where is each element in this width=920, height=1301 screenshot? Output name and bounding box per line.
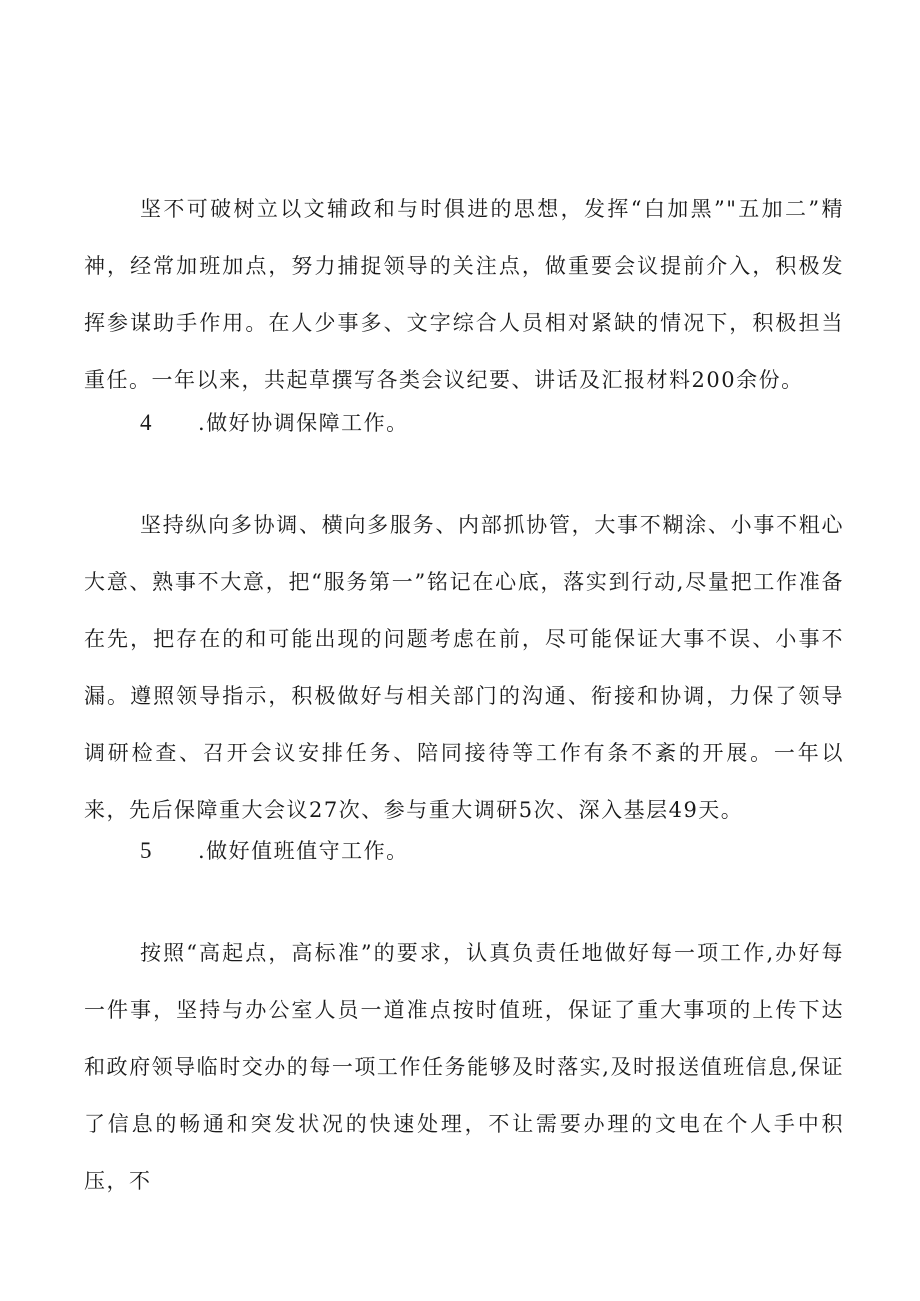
body-paragraph: 坚不可破树立以文辅政和与时俱进的思想，发挥“白加黑”"五加二”精神，经常加班加点，努力捕捉领导的关注点，做重要会议提前介入，积极发挥参谋助手作用。在人少事多、文字综合人员相对紧缺的情况下，积极担当重任。一年以来，共起草撰写各类会议纪要、讲话及汇报材料200余份。 — [84, 197, 844, 392]
section-heading-5 — [140, 822, 409, 880]
section-number: 5 — [140, 838, 153, 863]
section-number: 4 — [140, 410, 153, 435]
section-title: .做好值班值守工作。 — [198, 839, 409, 863]
section-heading-4 — [140, 394, 409, 452]
body-paragraph: 坚持纵向多协调、横向多服务、内部抓协管，大事不糊涂、小事不粗心大意、熟事不大意，把“服务第一”铭记在心底，落实到行动,尽量把工作准备在先，把存在的和可能出现的问题考虑在前，尽可能保证大事不误、小事不漏。遵照领导指示，积极做好与相关部门的沟通、衔接和协调，力保了领导调研检查、召开会议安排任务、陪同接待等工作有条不紊的开展。一年以来，先后保障重大会议27次、参与重大调研5次、深入基层49天。 — [84, 513, 844, 822]
section-title: .做好协调保障工作。 — [198, 411, 409, 435]
body-paragraph: 按照“高起点，高标准”的要求，认真负责任地做好每一项工作,办好每一件事，坚持与办公室人员一道准点按时值班，保证了重大事项的上传下达和政府领导临时交办的每一项工作任务能够及时落实,及时报送值班信息,保证了信息的畅通和突发状况的快速处理，不让需要办理的文电在个人手中积压，不 — [84, 941, 844, 1193]
